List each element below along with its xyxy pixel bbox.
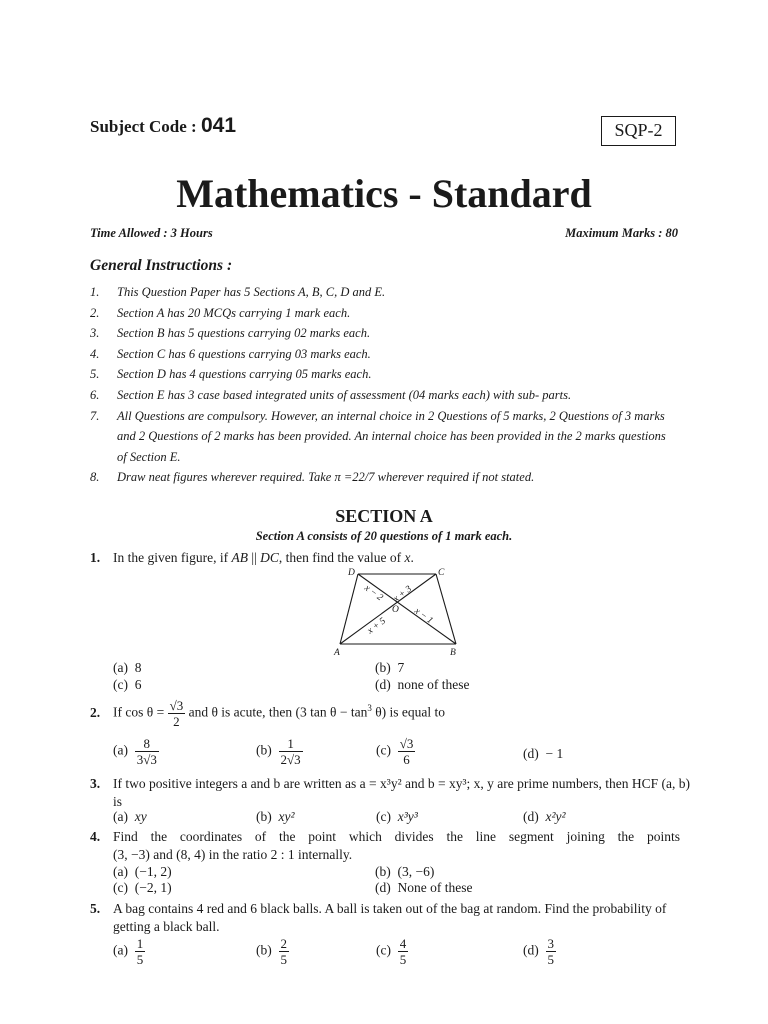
option-label: (d) <box>523 746 539 761</box>
option-text: xy² <box>278 809 295 824</box>
option-label: (a) <box>113 942 128 958</box>
numerator: √3 <box>399 736 414 751</box>
question-number: 1. <box>90 550 101 565</box>
question-text: A bag contains 4 red and 6 black balls. A ball is taken out of the bag at random. Find the probability of <box>113 901 667 916</box>
option-label: (b) <box>256 809 272 824</box>
question-text: DC <box>260 550 279 565</box>
question-text: If cos θ = <box>113 704 168 720</box>
question-text: θ) is equal to <box>371 704 446 720</box>
question-2 <box>90 698 445 729</box>
question-text: In the given figure, if <box>113 550 232 565</box>
instruction-number: 8. <box>90 470 100 485</box>
section-title: SECTION A <box>335 506 433 526</box>
max-marks: Maximum Marks : 80 <box>565 226 678 240</box>
denominator: 5 <box>136 952 144 967</box>
fraction <box>168 698 186 729</box>
instruction-number: 3. <box>90 326 100 341</box>
numerator: 1 <box>279 736 303 752</box>
q1-options <box>113 659 613 693</box>
option-text: (−2, 1) <box>134 880 172 895</box>
question-4 <box>90 828 680 864</box>
instruction-item <box>90 426 690 447</box>
option-label: (c) <box>376 742 391 758</box>
instruction-number: 7. <box>90 408 100 423</box>
option-a[interactable] <box>113 808 147 825</box>
option-label: (b) <box>375 864 391 879</box>
instruction-item <box>90 385 690 406</box>
instruction-item <box>90 467 690 488</box>
instruction-text: All Questions are compulsory. However, an internal choice in 2 Questions of 5 marks, 2 Questions of 3 marks <box>117 408 665 423</box>
trapezium-figure <box>330 562 470 658</box>
option-a[interactable] <box>113 936 145 967</box>
instruction-number: 2. <box>90 305 100 320</box>
option-label: (c) <box>376 809 391 824</box>
option-text: None of these <box>397 880 473 895</box>
numerator: √3 <box>169 698 184 713</box>
vertex-d: D <box>348 568 355 578</box>
superscript: 3 <box>367 703 372 714</box>
fraction <box>135 736 159 767</box>
option-b[interactable] <box>375 863 434 880</box>
instruction-item <box>90 406 690 427</box>
option-text: (3, −6) <box>397 864 435 879</box>
fraction <box>135 936 146 967</box>
numerator: 2 <box>280 936 287 951</box>
option-text: 7 <box>397 660 405 675</box>
question-text: (3, −3) and (8, 4) in the ratio 2 : 1 internally. <box>113 847 353 862</box>
instruction-text: Section B has 5 questions carrying 02 marks each. <box>117 326 371 341</box>
subject-code-value: 041 <box>200 114 237 137</box>
q2-options <box>113 736 633 772</box>
option-text: (−1, 2) <box>134 864 172 879</box>
option-text: x³y³ <box>397 809 418 824</box>
option-c[interactable] <box>113 676 141 693</box>
instruction-number: 5. <box>90 367 100 382</box>
denominator: 6 <box>403 752 410 767</box>
fraction <box>398 936 409 967</box>
option-label: (c) <box>376 942 391 958</box>
option-a[interactable] <box>113 863 172 880</box>
option-a[interactable] <box>113 659 141 676</box>
question-text: and θ is acute, then (3 tan θ − tan <box>185 704 368 720</box>
numerator: 1 <box>136 936 144 951</box>
instructions-heading: General Instructions : <box>90 257 233 274</box>
q3-options <box>113 808 633 826</box>
option-b[interactable] <box>375 659 404 676</box>
q4-options <box>113 863 613 897</box>
fraction <box>279 936 290 967</box>
paper-code: SQP-2 <box>614 120 663 140</box>
instruction-text: Draw neat figures wherever required. Take π =22/7 wherever required if not stated. <box>117 470 535 485</box>
fraction <box>546 936 557 967</box>
numerator: 8 <box>135 736 159 752</box>
label-co: x + 3 <box>391 584 414 605</box>
question-text: is <box>113 794 123 809</box>
fraction <box>279 736 303 767</box>
denominator: 2 <box>173 714 180 729</box>
denominator: 5 <box>399 952 407 967</box>
option-label: (d) <box>375 880 391 895</box>
denominator: 3√3 <box>136 752 157 767</box>
instruction-number: 1. <box>90 285 100 299</box>
instruction-number: 4. <box>90 346 100 361</box>
point-o: O <box>392 605 399 615</box>
instruction-text: Section C has 6 questions carrying 03 marks each. <box>117 346 371 361</box>
time-allowed: Time Allowed : 3 Hours <box>90 226 213 240</box>
instruction-text: and 2 Questions of 2 marks has been provided. An internal choice has been provided in the 2 marks questions <box>117 429 666 444</box>
question-text: Find the coordinates of the point which divides the line segment joining the points <box>113 829 680 844</box>
option-label: (a) <box>113 742 128 758</box>
instruction-item <box>90 323 690 344</box>
option-text: 6 <box>134 677 142 692</box>
option-d[interactable] <box>375 676 469 693</box>
instruction-text: Section D has 4 questions carrying 05 marks each. <box>117 367 372 382</box>
option-label: (b) <box>256 742 272 758</box>
option-text: xy <box>134 809 147 824</box>
option-d[interactable] <box>523 745 563 762</box>
option-label: (c) <box>113 880 128 895</box>
question-3 <box>90 775 690 811</box>
option-a[interactable] <box>113 736 159 767</box>
option-label: (b) <box>256 942 272 958</box>
instructions-list <box>90 282 690 488</box>
option-b[interactable] <box>256 736 303 767</box>
denominator: 2√3 <box>280 752 301 767</box>
option-d[interactable] <box>523 808 566 825</box>
subject-code-label: Subject Code : <box>90 117 201 136</box>
instruction-item <box>90 344 690 365</box>
question-text: AB <box>231 550 248 565</box>
side-cb <box>436 574 456 644</box>
section-subtitle: Section A consists of 20 questions of 1 mark each. <box>255 529 513 543</box>
label-ob: x − 1 <box>412 606 435 627</box>
option-text: − 1 <box>545 746 564 761</box>
option-b[interactable] <box>256 808 295 825</box>
instruction-text: of Section E. <box>117 449 181 464</box>
numerator: 4 <box>399 936 407 951</box>
question-text: If two positive integers a and b are written as a = x³y² and b = xy³; x, y are prime numbers, then HCF (a, b) <box>113 776 690 791</box>
label-do: x − 2 <box>362 583 385 604</box>
page-title: Mathematics - Standard <box>176 171 592 216</box>
option-label: (d) <box>523 809 539 824</box>
option-label: (d) <box>523 942 539 958</box>
question-number: 3. <box>90 776 101 791</box>
paper-code-box <box>601 116 676 146</box>
fraction <box>398 736 416 767</box>
question-text: , then find the value of <box>278 550 405 565</box>
option-c[interactable] <box>113 879 172 896</box>
numerator: 3 <box>547 936 554 951</box>
option-label: (a) <box>113 660 128 675</box>
option-label: (d) <box>375 677 391 692</box>
option-d[interactable] <box>523 936 556 967</box>
instruction-number: 6. <box>90 387 100 402</box>
instruction-item <box>90 364 690 385</box>
option-label: (c) <box>113 677 128 692</box>
vertex-a: A <box>334 648 340 658</box>
option-text: 8 <box>134 660 142 675</box>
instruction-text: Section A has 20 MCQs carrying 1 mark each. <box>117 305 351 320</box>
question-5 <box>90 900 690 936</box>
question-text: getting a black ball. <box>113 919 220 934</box>
label-oa: x + 5 <box>365 616 388 637</box>
option-c[interactable] <box>376 736 415 767</box>
option-text: x²y² <box>545 809 566 824</box>
option-d[interactable] <box>375 879 472 896</box>
subject-code <box>90 114 236 138</box>
question-text: . <box>410 550 414 565</box>
vertex-b: B <box>450 648 456 658</box>
q5-options <box>113 936 633 972</box>
option-text: none of these <box>397 677 470 692</box>
vertex-c: C <box>438 568 445 578</box>
question-number: 2. <box>90 704 101 720</box>
option-label: (b) <box>375 660 391 675</box>
instruction-item <box>90 447 690 468</box>
option-b[interactable] <box>256 936 289 967</box>
option-c[interactable] <box>376 808 418 825</box>
option-label: (a) <box>113 809 128 824</box>
instruction-item <box>90 282 690 303</box>
question-number: 4. <box>90 829 101 844</box>
instruction-text: This Question Paper has 5 Sections A, B, C, D and E. <box>117 285 386 299</box>
denominator: 5 <box>280 952 287 967</box>
question-text: x <box>404 550 411 565</box>
option-label: (a) <box>113 864 128 879</box>
instruction-item <box>90 303 690 324</box>
denominator: 5 <box>547 952 554 967</box>
instruction-text: Section E has 3 case based integrated units of assessment (04 marks each) with sub- parts. <box>117 387 572 402</box>
option-c[interactable] <box>376 936 408 967</box>
question-text: || <box>247 550 261 565</box>
question-number: 5. <box>90 901 101 916</box>
